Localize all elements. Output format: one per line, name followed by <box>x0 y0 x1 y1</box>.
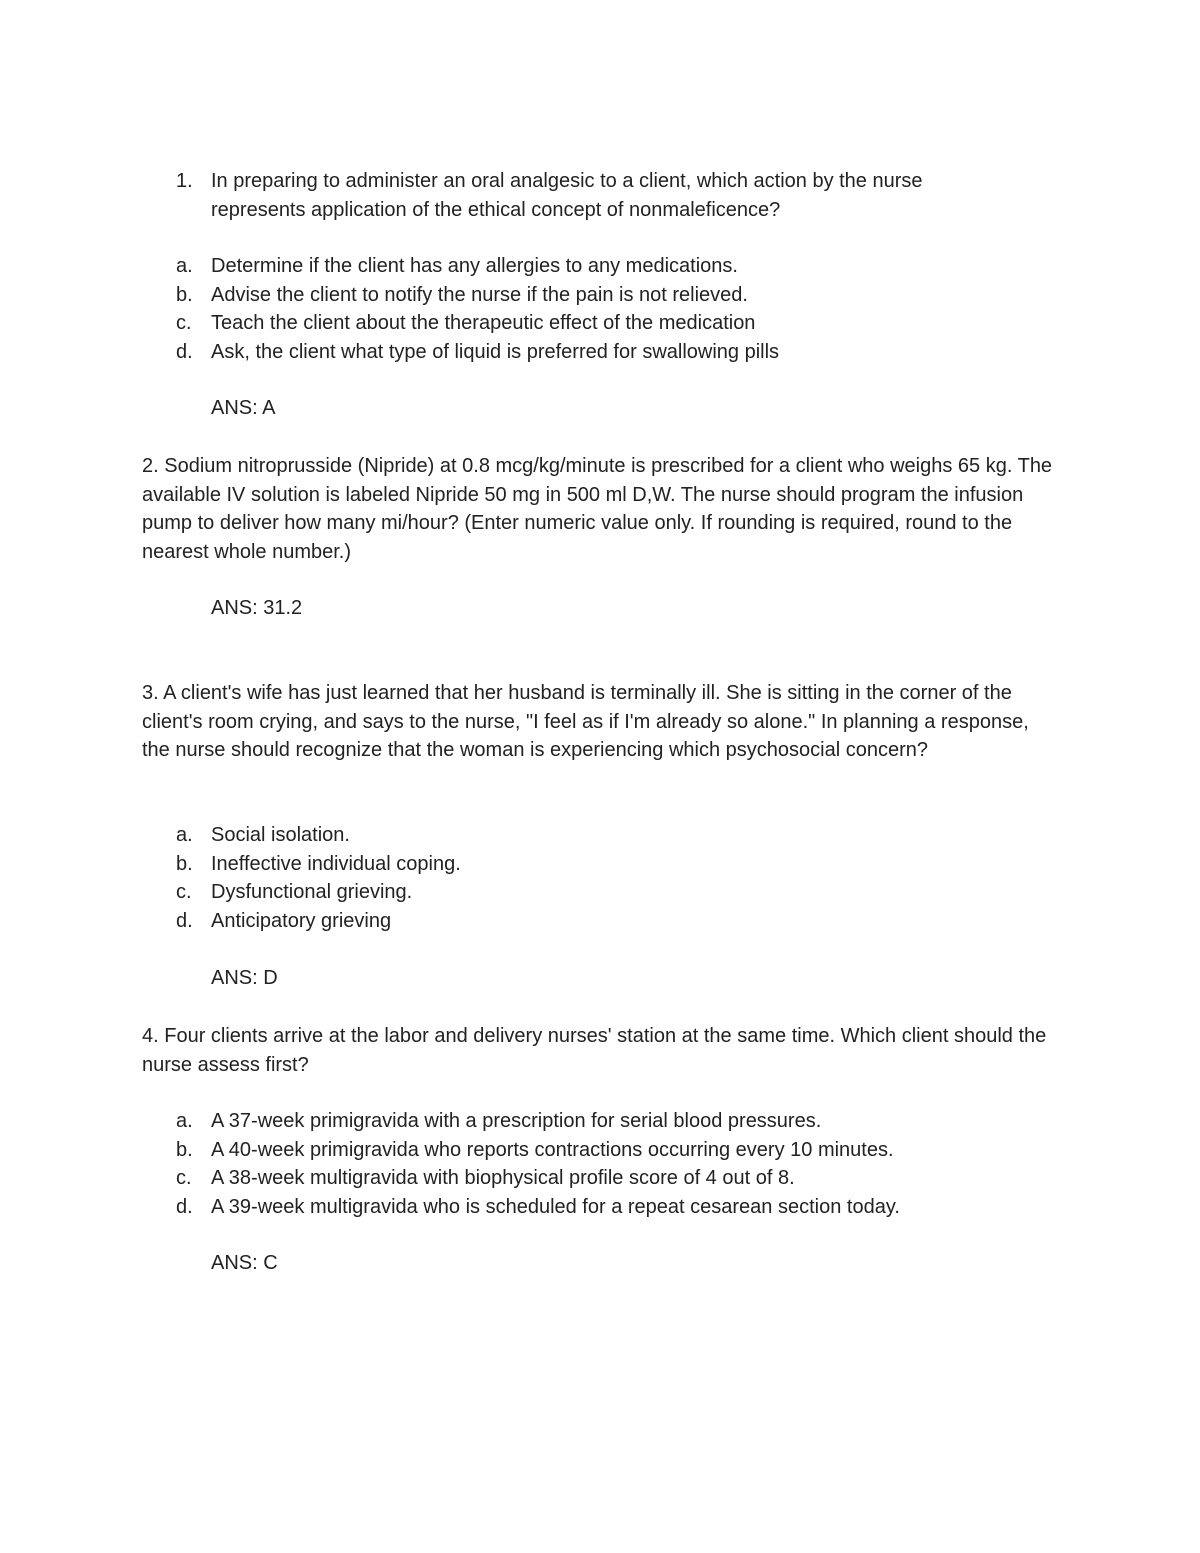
option-text: Ineffective individual coping. <box>211 852 461 875</box>
option-item <box>176 252 1076 281</box>
option-item <box>176 1164 1076 1193</box>
question-1-options <box>176 252 1076 366</box>
option-text: A 39-week multigravida who is scheduled for a repeat cesarean section today. <box>211 1195 900 1218</box>
question-3-options <box>176 821 1076 935</box>
option-letter: d. <box>176 909 193 932</box>
option-letter: a. <box>176 824 193 846</box>
option-item <box>176 850 1076 879</box>
option-text: Advise the client to notify the nurse if the pain is not relieved. <box>211 283 748 306</box>
option-letter: d. <box>176 1195 193 1218</box>
question-4-options <box>176 1107 1076 1221</box>
option-item <box>176 1107 1076 1136</box>
option-letter: b. <box>176 1138 193 1161</box>
question-1-text-line2: represents application of the ethical concept of nonmaleficence? <box>211 198 781 221</box>
option-item <box>176 1193 1076 1222</box>
question-1-number: 1. <box>176 170 193 192</box>
option-text: A 37-week primigravida with a prescription for serial blood pressures. <box>211 1110 822 1132</box>
option-letter: c. <box>176 312 192 334</box>
option-letter: c. <box>176 1167 192 1189</box>
question-3-answer: ANS: D <box>211 967 278 989</box>
option-text: Dysfunctional grieving. <box>211 881 413 903</box>
option-text: Teach the client about the therapeutic effect of the medication <box>211 312 756 334</box>
option-letter: a. <box>176 1110 193 1132</box>
question-1-text-line1: In preparing to administer an oral analgesic to a client, which action by the nurse <box>211 170 923 192</box>
question-4-text: 4. Four clients arrive at the labor and delivery nurses' station at the same time. Which client should the nurse assess first? <box>142 1025 1047 1076</box>
option-item <box>176 281 1076 310</box>
option-letter: d. <box>176 340 193 363</box>
option-text: A 40-week primigravida who reports contractions occurring every 10 minutes. <box>211 1138 894 1161</box>
question-2-answer: ANS: 31.2 <box>211 597 303 619</box>
option-item <box>176 338 1076 367</box>
option-letter: c. <box>176 881 192 903</box>
question-1-stem <box>176 167 1076 224</box>
option-item <box>176 309 1076 338</box>
option-text: A 38-week multigravida with biophysical profile score of 4 out of 8. <box>211 1167 795 1189</box>
option-item <box>176 821 1076 850</box>
question-2-text: 2. Sodium nitroprusside (Nipride) at 0.8 mcg/kg/minute is prescribed for a client who weighs 65 kg. The available IV solution is labeled Nipride 50 mg in 500 ml D,W. The nurse should program the infusion pump to deliver how many mi/hour? (Enter numeric value only. If rounding is required, round to the nearest whole number.) <box>142 455 1053 563</box>
question-3-text: 3. A client's wife has just learned that her husband is terminally ill. She is sitting in the corner of the client's room crying, and says to the nurse, "I feel as if I'm already so alone." In planning a response, the nurse should recognize that the woman is experiencing which psychosocial concern? <box>142 682 1029 761</box>
option-item <box>176 878 1076 907</box>
option-text: Ask, the client what type of liquid is preferred for swallowing pills <box>211 340 780 363</box>
question-1-text <box>211 167 1076 224</box>
option-text: Determine if the client has any allergies to any medications. <box>211 255 738 277</box>
question-1-answer: ANS: A <box>211 397 276 419</box>
question-4-answer: ANS: C <box>211 1252 278 1274</box>
option-text: Anticipatory grieving <box>211 909 392 932</box>
option-letter: b. <box>176 852 193 875</box>
option-letter: a. <box>176 255 193 277</box>
option-text: Social isolation. <box>211 824 350 846</box>
option-item <box>176 907 1076 936</box>
option-letter: b. <box>176 283 193 306</box>
option-item <box>176 1136 1076 1165</box>
